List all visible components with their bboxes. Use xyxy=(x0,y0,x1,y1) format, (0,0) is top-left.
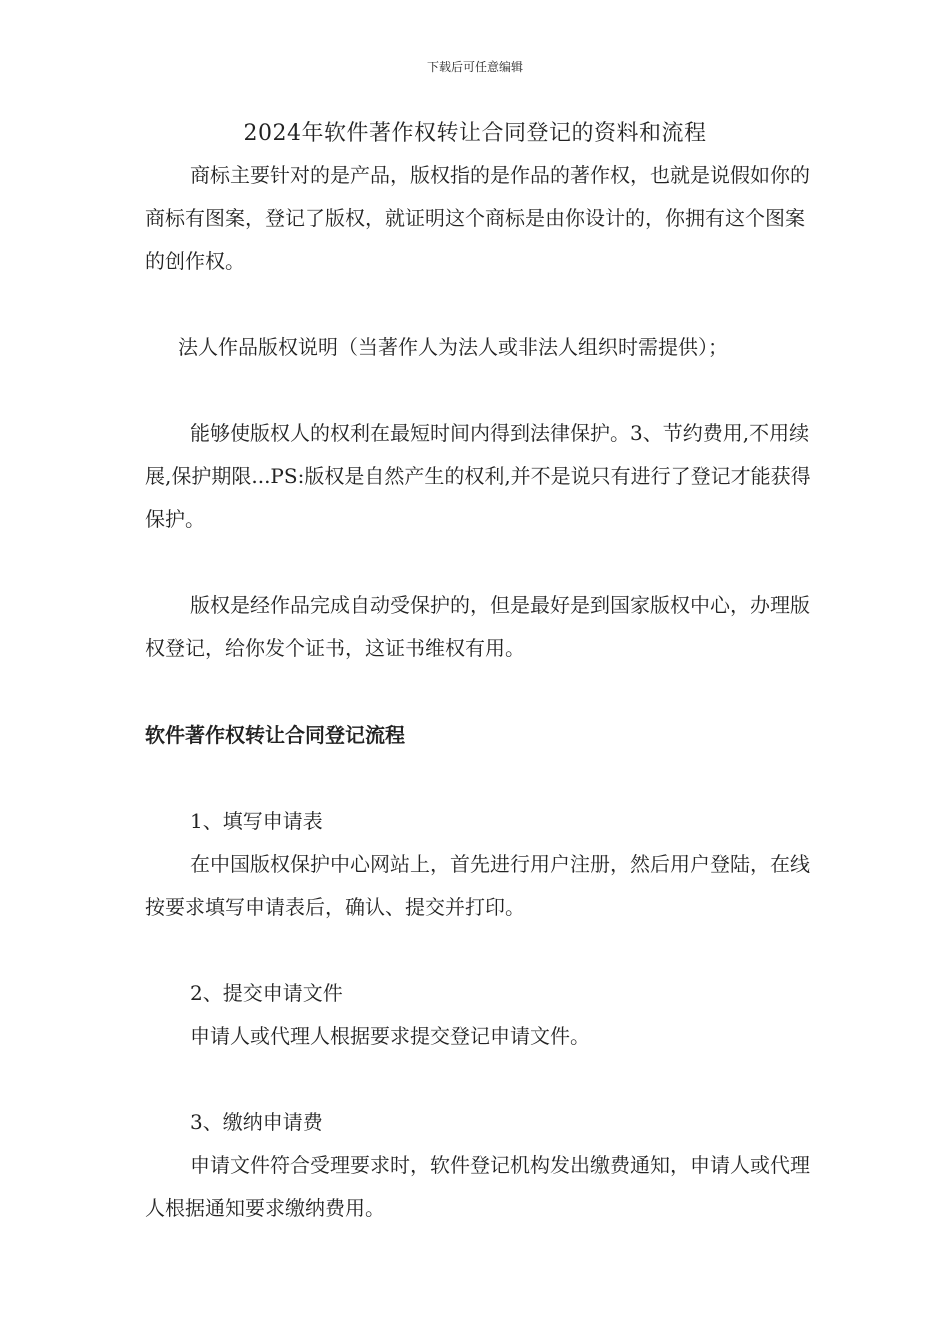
step-3-title: 3、缴纳申请费 xyxy=(190,1110,323,1134)
step-2-body: 申请人或代理人根据要求提交登记申请文件。 xyxy=(190,1024,590,1048)
step-3-body: 申请文件符合受理要求时，软件登记机构发出缴费通知，申请人或代理人根据通知要求缴纳费用。 xyxy=(145,1153,810,1220)
step-1-body: 在中国版权保护中心网站上，首先进行用户注册，然后用户登陆，在线按要求填写申请表后，确认、提交并打印。 xyxy=(145,852,810,919)
paragraph-registration: 版权是经作品完成自动受保护的，但是最好是到国家版权中心，办理版权登记，给你发个证书，这证书维权有用。 xyxy=(145,593,810,660)
step-1-title: 1、填写申请表 xyxy=(190,809,323,833)
paragraph-trademark: 商标主要针对的是产品，版权指的是作品的著作权，也就是说假如你的商标有图案，登记了版权，就证明这个商标是由你设计的，你拥有这个图案的创作权。 xyxy=(145,163,810,273)
document-title: 2024年软件著作权转让合同登记的资料和流程 xyxy=(243,121,707,146)
paragraph-legal-entity: 法人作品版权说明（当著作人为法人或非法人组织时需提供）； xyxy=(178,335,728,359)
header-note: 下载后可任意编辑 xyxy=(426,60,523,74)
paragraph-protection: 能够使版权人的权利在最短时间内得到法律保护。3、节约费用,不用续展,保护期限...PS:版权是自然产生的权利,并不是说只有进行了登记才能获得保护。 xyxy=(145,421,811,531)
section-heading: 软件著作权转让合同登记流程 xyxy=(145,723,405,747)
step-2-title: 2、提交申请文件 xyxy=(190,981,343,1005)
